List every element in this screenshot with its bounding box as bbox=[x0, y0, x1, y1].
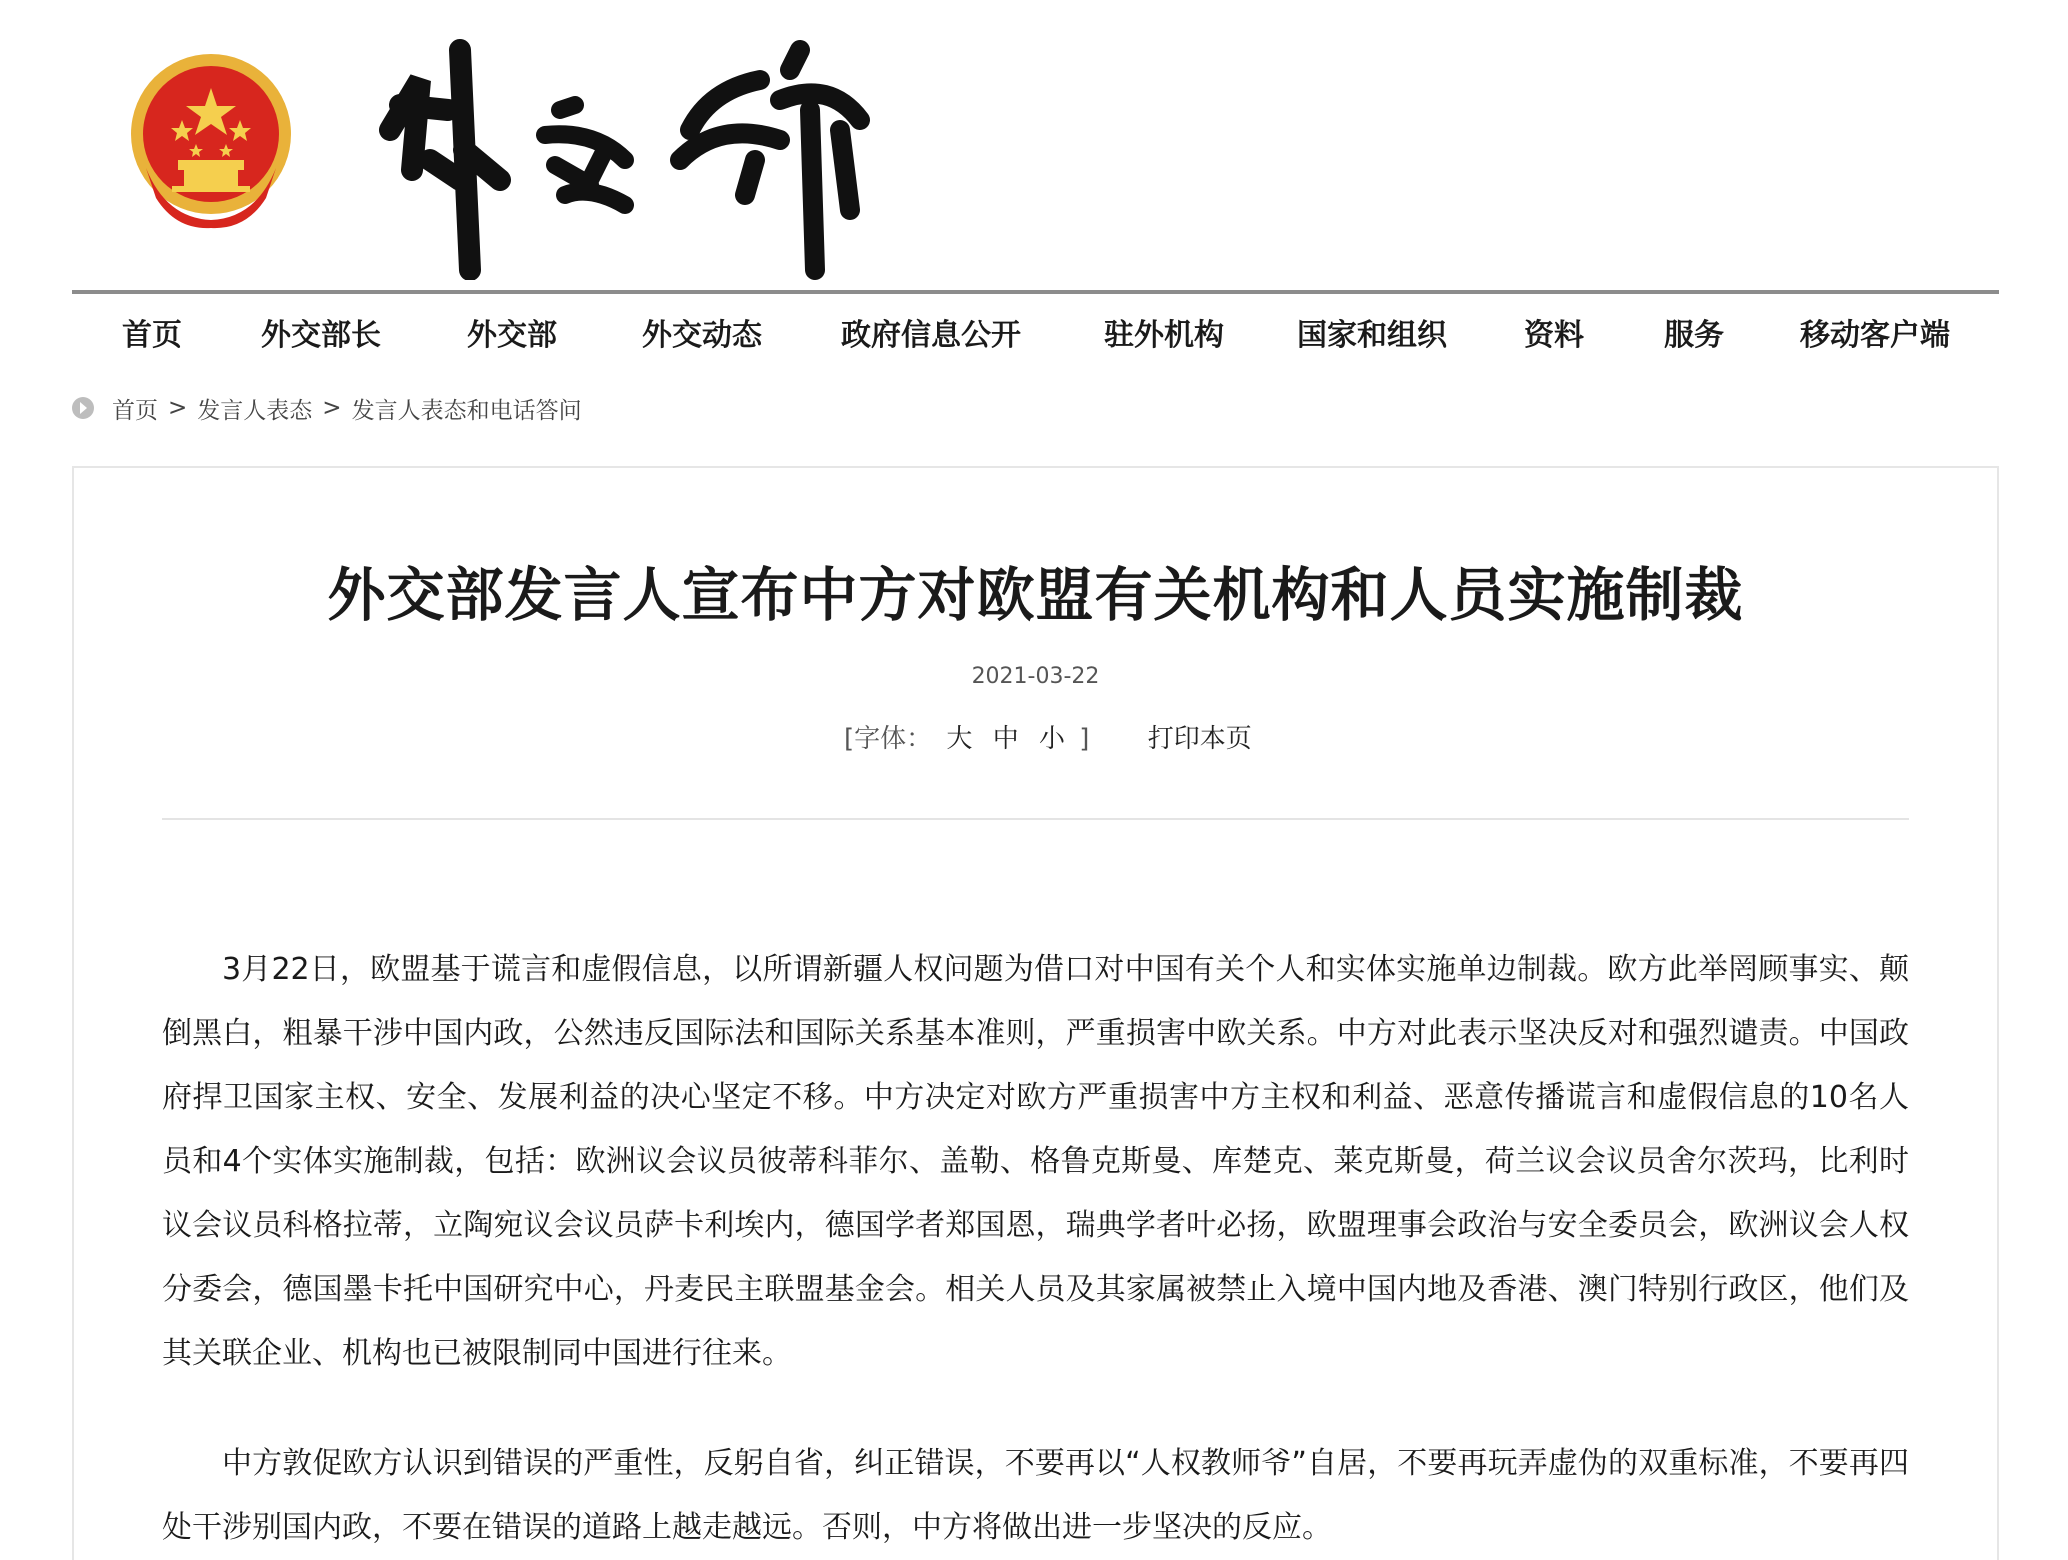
font-size-small-button[interactable]: 小 bbox=[1038, 724, 1065, 754]
font-size-large-button[interactable]: 大 bbox=[946, 724, 973, 754]
article-divider bbox=[162, 818, 1909, 820]
article-title: 外交部发言人宣布中方对欧盟有关机构和人员实施制裁 bbox=[327, 561, 1744, 629]
breadcrumb bbox=[72, 390, 582, 426]
national-emblem-icon bbox=[126, 48, 296, 230]
ministry-calligraphy-logo bbox=[360, 10, 880, 280]
nav-item-resources[interactable]: 资料 bbox=[1524, 318, 1584, 353]
article-paragraph: 3月22日，欧盟基于谎言和虚假信息，以所谓新疆人权问题为借口对中国有关个人和实体实施单边制裁。欧方此举罔顾事实、颠倒黑白，粗暴干涉中国内政，公然违反国际法和国际关系基本准则，严重损害中欧关系。中方对此表示坚决反对和强烈谴责。中国政府捍卫国家主权、安全、发展利益的决心坚定不移。中方决定对欧方严重损害中方主权和利益、恶意传播谎言和虚假信息的10名人员和4个实体实施制裁，包括：欧洲议会议员彼蒂科菲尔、盖勒、格鲁克斯曼、库楚克、莱克斯曼，荷兰议会议员舍尔茨玛，比利时议会议员科格拉蒂，立陶宛议会议员萨卡利埃内，德国学者郑国恩，瑞典学者叶必扬，欧盟理事会政治与安全委员会，欧洲议会人权分委会，德国墨卡托中国研究中心，丹麦民主联盟基金会。相关人员及其家属被禁止入境中国内地及香港、澳门特别行政区，他们及其关联企业、机构也已被限制同中国进行往来。 bbox=[162, 952, 1909, 1371]
nav-item-services[interactable]: 服务 bbox=[1664, 318, 1724, 353]
header-divider bbox=[72, 290, 1999, 294]
chevron-right-circle-icon bbox=[72, 397, 94, 419]
nav-item-missions-abroad[interactable]: 驻外机构 bbox=[1104, 318, 1224, 353]
nav-item-home[interactable]: 首页 bbox=[122, 318, 182, 353]
font-size-medium-button[interactable]: 中 bbox=[992, 724, 1019, 754]
nav-item-diplomatic-news[interactable]: 外交动态 bbox=[642, 318, 762, 353]
nav-item-mobile-client[interactable]: 移动客户端 bbox=[1800, 318, 1950, 353]
nav-item-ministry[interactable]: 外交部 bbox=[467, 318, 557, 353]
breadcrumb-spokesperson-statements[interactable]: 发言人表态 bbox=[197, 397, 313, 424]
nav-item-gov-info[interactable]: 政府信息公开 bbox=[841, 318, 1021, 353]
breadcrumb-separator: > bbox=[322, 395, 342, 421]
breadcrumb-statements-and-calls[interactable]: 发言人表态和电话答问 bbox=[351, 397, 582, 424]
article-body bbox=[162, 938, 1909, 1560]
article-date: 2021-03-22 bbox=[971, 664, 1100, 689]
article-paragraph: 中方敦促欧方认识到错误的严重性，反躬自省，纠正错误，不要再以“人权教师爷”自居，不要再玩弄虚伪的双重标准，不要再四处干涉别国内政，不要在错误的道路上越走越远。否则，中方将做出进一步坚决的反应。 bbox=[162, 1446, 1909, 1545]
breadcrumb-home[interactable]: 首页 bbox=[112, 397, 158, 424]
font-size-label-open: [字体： bbox=[844, 724, 933, 754]
site-header bbox=[0, 0, 2068, 292]
nav-item-minister[interactable]: 外交部长 bbox=[261, 318, 381, 353]
article-tools bbox=[844, 718, 1252, 755]
main-nav bbox=[72, 296, 1999, 368]
nav-item-countries[interactable]: 国家和组织 bbox=[1297, 318, 1447, 353]
font-size-label-close: ] bbox=[1079, 724, 1090, 754]
breadcrumb-separator: > bbox=[168, 395, 188, 421]
article-container bbox=[72, 466, 1999, 1560]
print-page-button[interactable]: 打印本页 bbox=[1147, 724, 1252, 754]
